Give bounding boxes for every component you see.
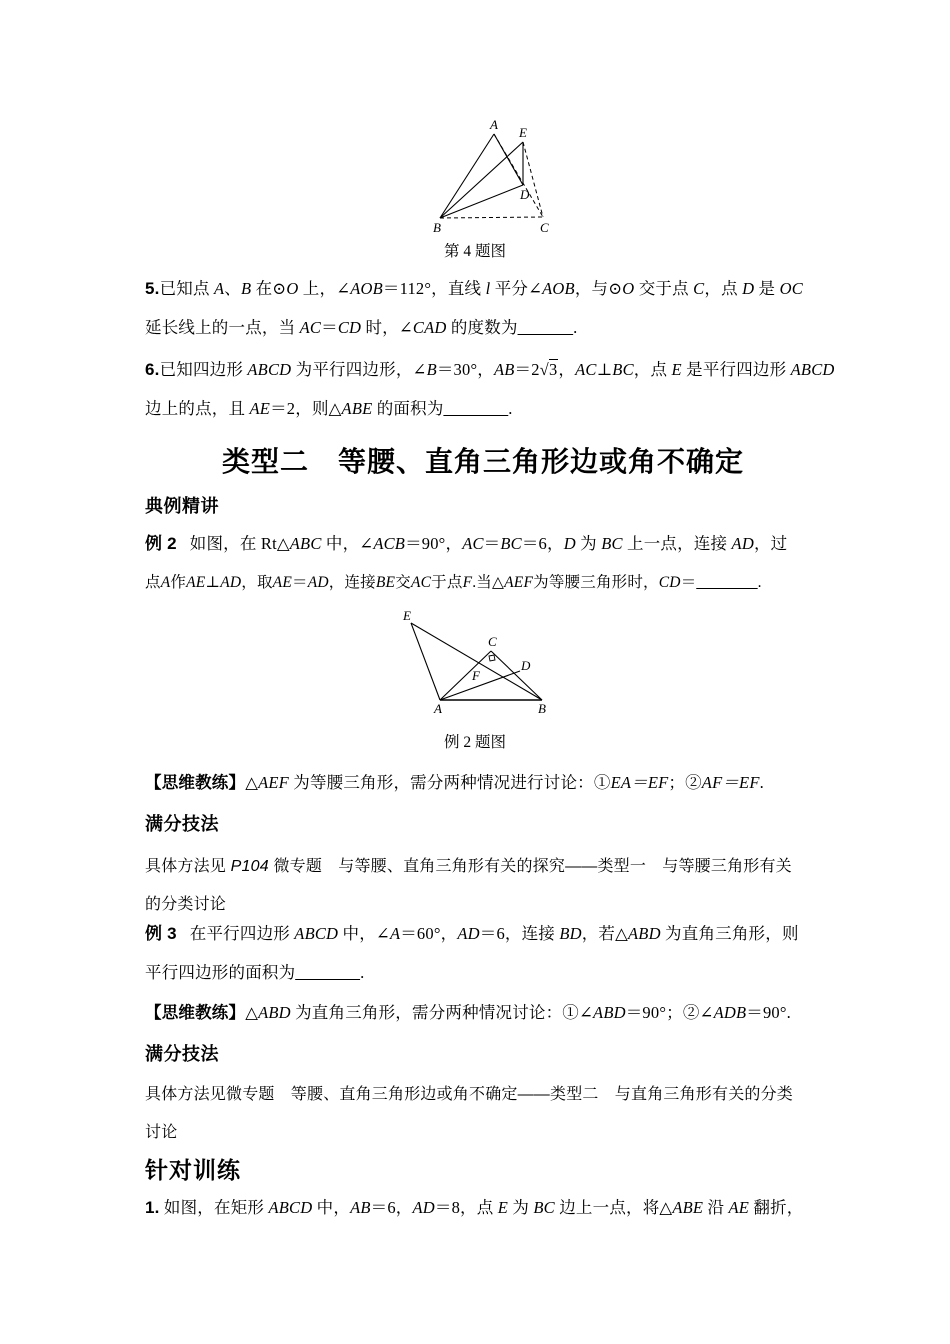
t: ＝60°， [400,924,458,943]
t: △ [245,1003,259,1022]
t: . [759,773,764,792]
t: ＝90°；②∠ [625,1003,714,1022]
t: BC [533,1198,555,1217]
t: AOB [350,279,383,298]
t: EA＝EF [610,773,669,792]
t: ABE [341,399,373,418]
t: ACB [373,534,406,553]
t: BD [559,924,582,943]
t: AD [412,1198,435,1217]
t: ＝112°，直线 [382,279,486,298]
t: ABCD [247,360,292,379]
t: 延长线上的一点，当 [145,318,300,337]
t: 为直角三角形，则 [660,924,799,943]
t: F [462,574,473,591]
svg-text:C: C [488,634,497,649]
example-2-line-1 [145,535,787,553]
method-1-line-2: 的分类讨论 [145,896,227,913]
t: P104 [230,858,269,875]
t: ＝2 [514,360,540,379]
t: 的度数为 [446,318,518,337]
t: ；② [668,773,702,792]
t: AB [350,1198,371,1217]
t: ABE [672,1198,704,1217]
t: AE [728,1198,750,1217]
t: . [360,963,365,982]
t: ，连接 [328,574,376,591]
t: ＝6， [521,534,564,553]
t: BC [500,534,522,553]
t: 如图，在 Rt△ [189,534,290,553]
t: 是平行四边形 [681,360,791,379]
t: 于点 [431,574,463,591]
t: O [622,279,635,298]
t: 、 [224,279,241,298]
t: AD [731,534,754,553]
answer-blank-ex3[interactable]: _______ [295,963,361,982]
hint-example-3 [145,1005,791,1022]
t: A [214,279,225,298]
t: .当△ [472,574,505,591]
t: ，点 [633,360,672,379]
example-3-label: 例 3 [145,924,177,943]
svg-text:D: D [520,187,530,202]
t: 3 [548,360,558,379]
svg-text:A: A [434,701,442,716]
t: 在⊙ [251,279,287,298]
t: ，点 [704,279,743,298]
t: AC [575,360,597,379]
t: ＝8，点 [434,1198,498,1217]
t: C [693,279,705,298]
t: AC [299,318,322,337]
t: ＝ [292,574,308,591]
t: ＝6， [370,1198,413,1217]
problem-6-number: 6. [145,360,160,379]
t: ＝90°， [405,534,463,553]
t: 为等腰三角形，需分两种情况进行讨论：① [288,773,611,792]
answer-blank-5[interactable]: ______ [517,318,574,337]
problem-6-line-1 [145,361,835,379]
t: ADB [713,1003,747,1022]
t: ABD [258,1003,291,1022]
t: AEF [504,574,534,591]
svg-text:F: F [472,668,480,683]
figure-2-caption: 例 2 题图 [443,734,506,751]
t: 上一点，连接 [622,534,732,553]
svg-text:D: D [521,658,531,673]
t: 为 [575,534,602,553]
t: AB [493,360,515,379]
t: ＝90°. [746,1003,791,1022]
t: AF＝EF [701,773,760,792]
t: ，若△ [581,924,629,943]
t: ＝ [321,318,338,337]
t: AD [220,574,242,591]
t: BE [375,574,396,591]
t: E [497,1198,509,1217]
t: AE [272,574,293,591]
subheading-manfen-jifa-2: 满分技法 [145,1044,219,1064]
t: 具体方法见 [145,858,231,875]
t: 的面积为 [372,399,444,418]
t: △ [245,773,259,792]
t: AD [307,574,329,591]
t: 边上的点，且 [145,399,250,418]
example-2-label: 例 2 [145,534,177,553]
t: ⊥ [596,360,613,379]
t: ABD [628,924,661,943]
t: AD [457,924,480,943]
figure-problem-4 [420,110,570,235]
t: ABC [289,534,322,553]
figure-1-caption: 第 4 题图 [443,243,506,260]
t: 时，∠ [361,318,413,337]
t: A [160,574,171,591]
t: 作 [170,574,187,591]
t: 翻折， [749,1198,804,1217]
t: 上，∠ [298,279,351,298]
t: ⊥ [205,574,221,591]
svg-text:B: B [433,220,441,235]
t: AE [249,399,271,418]
svg-text:E: E [519,125,527,140]
t: D [742,279,755,298]
t: OC [779,279,803,298]
t: ＝ [680,574,697,591]
hint-tag: 【思维教练】 [145,1004,246,1022]
t: ABCD [294,924,339,943]
t: AC [410,574,432,591]
practice-1-line-1 [145,1199,804,1217]
t: ，过 [753,534,788,553]
t: ＝2，则△ [270,399,342,418]
t: 平行四边形的面积为 [145,963,296,982]
t: CD [658,574,681,591]
section-heading: 类型二 等腰、直角三角形边或角不确定 [221,446,744,477]
t: AE [186,574,206,591]
t: AEF [258,773,289,792]
t: CD [337,318,362,337]
example-3-line-2 [145,965,364,982]
t: D [563,534,576,553]
sqrt-radical: √3 [539,360,558,379]
answer-blank-6[interactable]: _______ [443,399,509,418]
problem-5-line-1 [145,280,803,298]
t: AC [462,534,484,553]
t: 微专题 与等腰、直角三角形有关的探究——类型一 与等腰三角形有关 [268,858,792,875]
t: . [573,318,578,337]
hint-tag: 【思维教练】 [145,774,246,792]
t: . [757,574,762,591]
t: 点 [145,574,161,591]
svg-text:A: A [490,117,498,132]
subheading-zhendui-xunlian: 针对训练 [145,1157,241,1183]
answer-blank-ex2[interactable]: _______ [696,574,758,591]
t: 为 [508,1198,534,1217]
t: ＝ [483,534,501,553]
t: ABCD [268,1198,313,1217]
subheading-dianli-jingjiang: 典例精讲 [145,496,219,516]
svg-text:B: B [538,701,546,716]
problem-5-line-2 [145,320,577,337]
t: A [389,924,401,943]
t: ABD [593,1003,626,1022]
subheading-manfen-jifa-1: 满分技法 [145,814,219,834]
example-3-line-1 [145,925,799,943]
t: ＝30°， [436,360,494,379]
t: 中，∠ [321,534,374,553]
t: 沿 [703,1198,729,1217]
t: 如图，在矩形 [159,1198,269,1217]
t: 中， [312,1198,351,1217]
t: E [671,360,682,379]
t: B [426,360,437,379]
practice-1-number: 1. [145,1198,160,1217]
svg-text:E: E [403,608,411,623]
t: ABCD [790,360,835,379]
method-2-line-1: 具体方法见微专题 等腰、直角三角形边或角不确定——类型二 与直角三角形有关的分类 [145,1086,794,1103]
t: l [485,279,491,298]
t: ， [558,360,576,379]
t: BC [612,360,634,379]
method-1-line-1 [145,853,835,876]
t: O [286,279,299,298]
t: . [508,399,513,418]
t: AOB [542,279,575,298]
t: 已知点 [159,279,215,298]
svg-text:C: C [540,220,549,235]
t: BC [601,534,623,553]
t: ，与⊙ [574,279,623,298]
problem-5-number: 5. [145,279,160,298]
problem-6-line-2 [145,401,513,418]
t: CAD [412,318,447,337]
hint-example-2 [145,775,764,792]
t: 边上一点，将△ [554,1198,673,1217]
t: ＝6，连接 [479,924,560,943]
t: 中，∠ [338,924,390,943]
figure-example-2 [395,608,560,718]
t: B [241,279,252,298]
method-2-line-2: 讨论 [145,1124,178,1141]
t: 已知四边形 [159,360,248,379]
t: 在平行四边形 [189,924,295,943]
t: 为等腰三角形时， [533,574,659,591]
t: 为直角三角形，需分两种情况讨论：①∠ [290,1003,594,1022]
t: 是 [754,279,780,298]
t: 交于点 [634,279,694,298]
t: 平分∠ [490,279,543,298]
t: 为平行四边形，∠ [291,360,427,379]
example-2-line-2 [145,575,762,591]
t: ，取 [241,574,273,591]
t: 交 [395,574,411,591]
